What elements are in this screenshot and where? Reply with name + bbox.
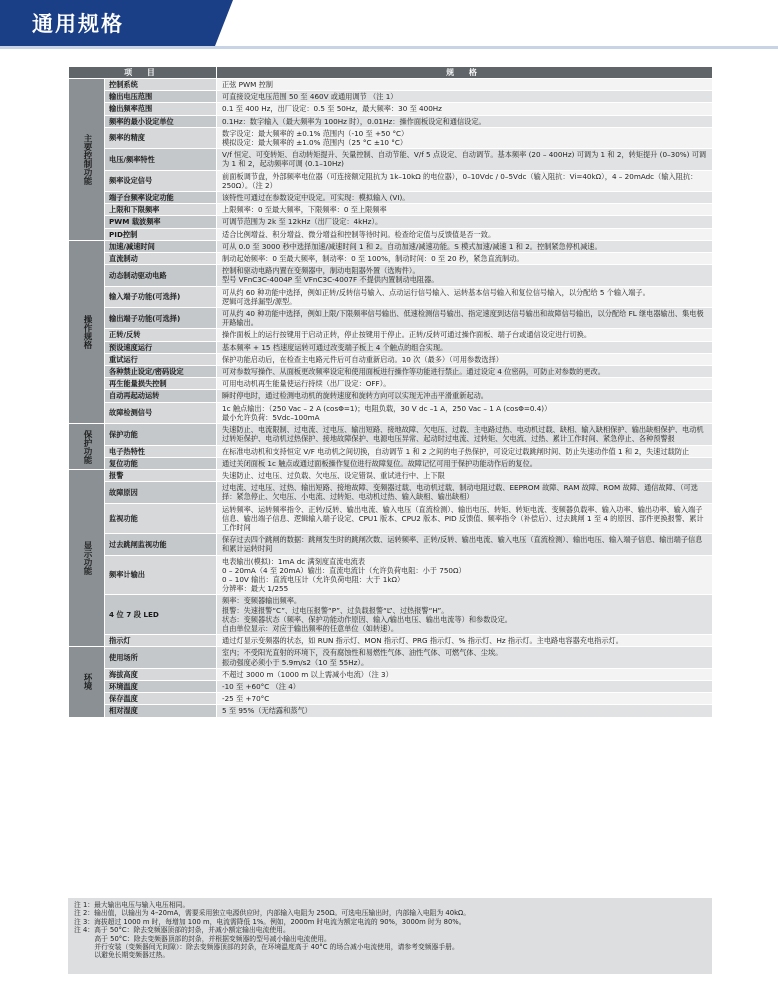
- table-row: [69, 705, 713, 717]
- spec-item: PWM 载波频率: [105, 216, 217, 228]
- spec-item: 监视功能: [105, 503, 217, 534]
- spec-value: 操作面板上的运行按键用于启动正转，停止按键用于停止。正转/反转可通过操作面板、端子台或通信设定进行切换。: [217, 329, 713, 341]
- table-row: [69, 127, 713, 148]
- table-row: [69, 390, 713, 402]
- table-row: [69, 329, 713, 341]
- page-title: 通用规格: [32, 12, 124, 36]
- table-row: [69, 680, 713, 692]
- spec-item: 各种禁止设定/密码设定: [105, 366, 217, 378]
- col-header-spec: 规 格: [217, 67, 713, 79]
- table-row: [69, 286, 713, 307]
- category-label: 显示功能: [69, 469, 105, 646]
- spec-value: 0.1Hz：数字输入（最大频率为 100Hz 时），0.01Hz：操作面板设定和通信设定。: [217, 115, 713, 127]
- spec-value: -10 至 +60°C （注 4）: [217, 680, 713, 692]
- table-row: [69, 445, 713, 457]
- table-header-row: [69, 67, 713, 79]
- spec-item: 输出频率范围: [105, 103, 217, 115]
- spec-item: 故障原因: [105, 482, 217, 503]
- spec-value: 5 至 95%（无结露和蒸气）: [217, 705, 713, 717]
- spec-item: 输出端子功能(可选择): [105, 308, 217, 329]
- table-row: [69, 635, 713, 647]
- spec-item: 故障检测信号: [105, 402, 217, 423]
- table-row: [69, 457, 713, 469]
- table-row: [69, 170, 713, 191]
- spec-item: 直流制动: [105, 253, 217, 265]
- table-row: [69, 555, 713, 595]
- spec-item: 过去跳闸监视功能: [105, 534, 217, 555]
- spec-item: 复位功能: [105, 457, 217, 469]
- category-label: 环境: [69, 647, 105, 717]
- spec-value: 基本频率 + 15 档速度运转可通过改变端子板上 4 个触点的组合实现。: [217, 341, 713, 353]
- table-row: [69, 647, 713, 668]
- table-row: [69, 204, 713, 216]
- spec-item: 上限和下限频率: [105, 204, 217, 216]
- spec-item: 保护功能: [105, 424, 217, 445]
- spec-value: 电表输出(模拟)：1mA dc 满刻度直流电流表 0 – 20mA（4 至 20mA）输出：直流电流计（允许负荷电阻：小于 750Ω） 0 – 10V 输出：直流电压计（允许负荷电阻：大于 1kΩ） 分辨率：最大 1/255: [217, 555, 713, 595]
- spec-item: 输出电压范围: [105, 91, 217, 103]
- table-row: [69, 366, 713, 378]
- spec-item: 指示灯: [105, 635, 217, 647]
- spec-item: 相对湿度: [105, 705, 217, 717]
- spec-item: 频率的最小设定单位: [105, 115, 217, 127]
- spec-item: 动态制动驱动电路: [105, 265, 217, 286]
- spec-value: 通过灯显示变频器的状态，如 RUN 指示灯、MON 指示灯、PRG 指示灯、% 指示灯、Hz 指示灯。主电路电容器充电指示灯。: [217, 635, 713, 647]
- table-row: [69, 115, 713, 127]
- spec-value: 可从 0.0 至 3000 秒中选择加速/减速时间 1 和 2。自动加速/减速功能。S 模式加速/减速 1 和 2。控制紧急停机减速。: [217, 240, 713, 252]
- spec-value: 保存过去四个跳闸的数据：跳闸发生时的跳闸次数、运转频率、正转/反转、输出电流、输入电压（直流检测）、输出电压、输入端子信息、输出端子信息和累计运转时间: [217, 534, 713, 555]
- spec-item: 自动再起动运转: [105, 390, 217, 402]
- spec-value: 瞬时停电时，通过检测电动机的旋转速度和旋转方向可以实现无冲击平滑重新起动。: [217, 390, 713, 402]
- table-row: [69, 402, 713, 423]
- table-row: [69, 228, 713, 240]
- footnote-line: 高于 50°C：除去变频器顶部的封条，并根据变频器的型号减小输出电流使用。: [74, 934, 331, 943]
- spec-item: 环境温度: [105, 680, 217, 692]
- header-banner-tab: [215, 0, 233, 46]
- spec-item: 报警: [105, 469, 217, 481]
- category-label: 主要控制功能: [69, 79, 105, 241]
- spec-item: 使用场所: [105, 647, 217, 668]
- spec-value: V/f 恒定、可变转矩、自动转矩提升、矢量控制、自动节能、V/f 5 点设定、自动调节。基本频率 (20 – 400Hz) 可调为 1 和 2，转矩提升 (0–30%) 可调为 1 和 2，起动频率可调 (0.1–10Hz): [217, 149, 713, 170]
- category-label: 操作规格: [69, 240, 105, 423]
- spec-item: 4 位 7 段 LED: [105, 595, 217, 635]
- table-row: [69, 378, 713, 390]
- footnotes: [68, 898, 712, 974]
- spec-item: 控制系统: [105, 79, 217, 91]
- spec-item: 电子热特性: [105, 445, 217, 457]
- spec-value: 可从约 40 种功能中选择，例如上限/下限频率信号输出、低速检测信号输出、指定速度到达信号输出和故障信号输出，以分配给 FL 继电器输出、集电极开路输出。: [217, 308, 713, 329]
- table-row: [69, 79, 713, 91]
- spec-item: 端子台频率设定功能: [105, 192, 217, 204]
- table-row: [69, 469, 713, 481]
- table-row: [69, 693, 713, 705]
- spec-item: 电压/频率特性: [105, 149, 217, 170]
- spec-value: 该特性可通过在参数设定中设定。可实现：模拟输入 (VI)。: [217, 192, 713, 204]
- header-underline: [0, 46, 778, 49]
- table-row: [69, 482, 713, 503]
- category-label: 保护功能: [69, 424, 105, 470]
- spec-item: 频率的精度: [105, 127, 217, 148]
- table-row: [69, 216, 713, 228]
- spec-value: 运转频率、运转频率指令、正转/反转、输出电流、输入电压（直流检测）、输出电压、转矩、转矩电流、变频器负载率、输入功率、输出功率、输入端子信息、输出端子信息、逻辑输入端子设定、CPU1 版本、CPU2 版本、PID 反馈值、频率指令（补偿后）、过去跳闸 1 至 4 的原因、部件更换报警、累计工作时间: [217, 503, 713, 534]
- footnote-line: 注 4：高于 50°C：除去变频器顶部的封条，并减小额定输出电流使用。: [74, 926, 290, 935]
- table-row: [69, 534, 713, 555]
- table-row: [69, 265, 713, 286]
- footnote-line: 以避免长期变频器过热。: [74, 951, 170, 960]
- spec-value: 可调节范围为 2k 至 12kHz（出厂设定：4kHz）。: [217, 216, 713, 228]
- spec-item: 正转/反转: [105, 329, 217, 341]
- table-row: [69, 424, 713, 445]
- table-row: [69, 149, 713, 170]
- footnote-line: 注 2：输出值，以输出为 4–20mA，需要采用独立电源供应时，内部输入电阻为 250Ω。可选电压输出时，内部输入电阻为 40kΩ。: [74, 909, 471, 918]
- spec-value: 失速防止、电流限制、过电流、过电压、输出短路、接地故障、欠电压、过载、主电路过热、电动机过载、缺相、输入缺相保护、输出缺相保护、电动机过转矩保护、电动机过热保护、接地故障保护、电源电压异常、起动时过电流、过转矩、欠电流、过热、累计工作时间、紧急停止、各种预警报: [217, 424, 713, 445]
- spec-value: 制动起始频率：0 至最大频率，制动率：0 至 100%，制动时间：0 至 20 秒，紧急直流制动。: [217, 253, 713, 265]
- spec-value: 可直接设定电压范围 50 至 460V 或通用调节 （注 1）: [217, 91, 713, 103]
- spec-value: 通过关闭面板 1c 触点或通过面板操作复位进行故障复位。故障记忆可用于保护功能动作后的复位。: [217, 457, 713, 469]
- footnote-line: 注 1：最大输出电压与输入电压相同。: [74, 901, 190, 909]
- table-row: [69, 240, 713, 252]
- spec-value: 控制和驱动电路内置在变频器中，制动电阻器外置（选购件）。 型号 VFnC3C-4004P 至 VFnC3C-4007F 不提供内置制动电阻器。: [217, 265, 713, 286]
- spec-value: 适合比例增益、积分增益、微分增益和控制等待时间。检查给定值与反馈值是否一致。: [217, 228, 713, 240]
- footnote-line: 注 3：海拔超过 1000 m 时，每增加 100 m，电流需降低 1%。例如，2000m 时电流为额定电流的 90%，3000m 时为 80%。: [74, 917, 466, 926]
- spec-value: 数字设定：最大频率的 ±0.1% 范围内（-10 至 +50 °C） 模拟设定：最大频率的 ±1.0% 范围内（25 °C ±10 °C）: [217, 127, 713, 148]
- spec-table: [68, 66, 713, 718]
- spec-value: 可用电动机再生能量使运行持续（出厂设定：OFF）。: [217, 378, 713, 390]
- col-header-item: 项 目: [69, 67, 217, 79]
- table-row: [69, 91, 713, 103]
- spec-value: 可从约 60 种功能中选择，例如正转/反转信号输入、点动运行信号输入、运转基本信号输入和复位信号输入，以分配给 5 个输入端子。 逻辑可选择漏型/源型。: [217, 286, 713, 307]
- spec-value: 0.1 至 400 Hz，出厂设定：0.5 至 50Hz，最大频率：30 至 400Hz: [217, 103, 713, 115]
- spec-value: 保护功能启动后，在检查主电路元件后可自动重新启动。10 次（最多）（可用参数选择）: [217, 353, 713, 365]
- spec-value: 1c 触点输出：（250 Vac – 2 A (cosΦ=1)；电阻负载，30 V dc –1 A，250 Vac – 1 A (cosΦ=0.4)） 最小允许负荷：5Vdc–100mA: [217, 402, 713, 423]
- footnote-line: 并行安装（变频器间无间隙）：除去变频器顶部的封条，在环境温度高于 40°C 的场合减小电流使用，请参考变频器手册。: [74, 943, 459, 952]
- table-row: [69, 308, 713, 329]
- spec-value: 室内；不受阳光直射的环境下，没有腐蚀性和易燃性气体、油性气体、可燃气体、尘埃。 振动强度必须小于 5.9m/s2（10 至 55Hz）。: [217, 647, 713, 668]
- spec-value: 可对参数写操作、从面板更改频率设定和使用面板进行操作等功能进行禁止。通过设定 4 位密码，可防止对参数的更改。: [217, 366, 713, 378]
- spec-value: 正弦 PWM 控制: [217, 79, 713, 91]
- spec-item: 频率设定信号: [105, 170, 217, 191]
- spec-item: 海拔高度: [105, 668, 217, 680]
- spec-value: 在标准电动机和支持恒定 V/F 电动机之间切换，自动调节 1 和 2 之间的电子热保护，可设定过载跳闸时间、防止失速动作值 1 和 2，失速过载防止: [217, 445, 713, 457]
- spec-value: 前面板调节盘，外部频率电位器（可连接额定阻抗为 1k–10kΩ 的电位器），0–10Vdc / 0–5Vdc（输入阻抗：Vi=40kΩ），4 – 20mAdc（输入阻抗：250Ω）。（注 2）: [217, 170, 713, 191]
- table-row: [69, 253, 713, 265]
- spec-value: 不超过 3000 m（1000 m 以上需减小电流）（注 3）: [217, 668, 713, 680]
- table-row: [69, 595, 713, 635]
- spec-item: 重试运行: [105, 353, 217, 365]
- table-row: [69, 353, 713, 365]
- spec-value: -25 至 +70°C: [217, 693, 713, 705]
- spec-item: 频率计输出: [105, 555, 217, 595]
- spec-item: 输入端子功能(可选择): [105, 286, 217, 307]
- table-row: [69, 341, 713, 353]
- spec-item: PID控制: [105, 228, 217, 240]
- table-row: [69, 503, 713, 534]
- table-row: [69, 668, 713, 680]
- spec-value: 失速防止、过电压、过负载、欠电压、设定错误、重试进行中、上下限: [217, 469, 713, 481]
- table-row: [69, 103, 713, 115]
- spec-item: 保存温度: [105, 693, 217, 705]
- spec-value: 上限频率：0 至最大频率，下限频率：0 至上限频率: [217, 204, 713, 216]
- table-row: [69, 192, 713, 204]
- spec-item: 加速/减速时间: [105, 240, 217, 252]
- spec-item: 预设速度运行: [105, 341, 217, 353]
- spec-value: 过电流、过电压、过热、输出短路、接地故障、变频器过载、电动机过载、制动电阻过载、EEPROM 故障、RAM 故障、ROM 故障、通信故障、（可选择：紧急停止、欠电压、小电流、过转矩、电动机过热、输入缺相、输出缺相）: [217, 482, 713, 503]
- spec-value: 频率：变频器输出频率。 报警：失速报警“C”、过电压报警“P”、过负载报警“L”、过热报警“H”。 状态：变频器状态（频率、保护功能动作原因、输入/输出电压、输出电流等）和参数设定。 自由单位显示：对应于输出频率的任意单位（如转速）。: [217, 595, 713, 635]
- spec-item: 再生能量损失控制: [105, 378, 217, 390]
